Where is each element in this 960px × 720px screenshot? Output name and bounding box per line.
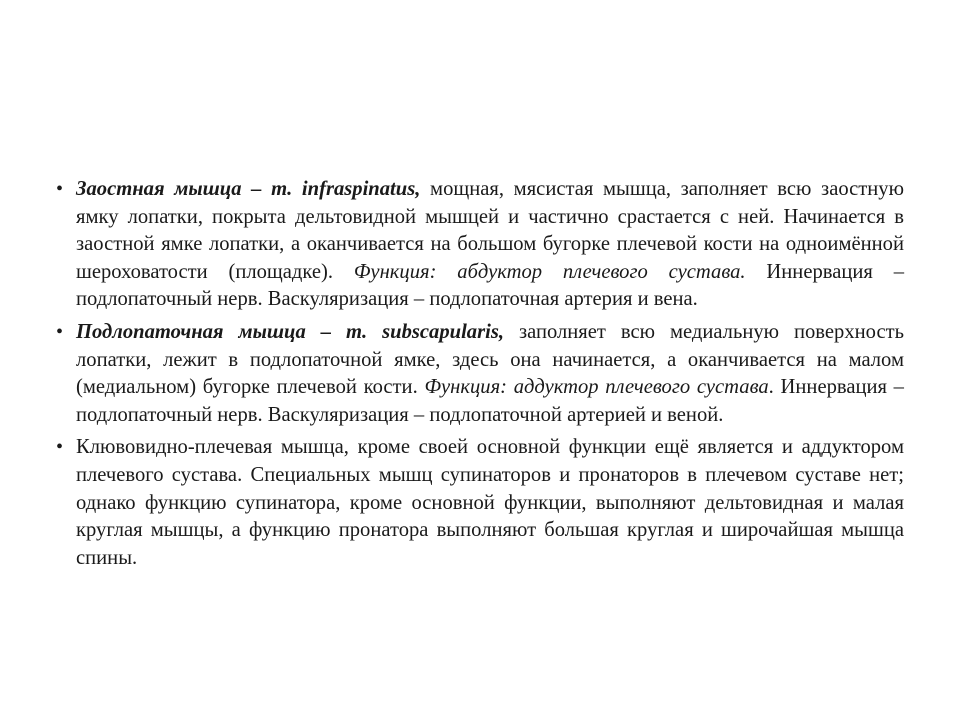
bullet-icon: •: [56, 178, 64, 200]
item-function: Функция: абдуктор плечевого сустава.: [353, 260, 746, 283]
list-item-infraspinatus: [56, 176, 904, 314]
item-text-end: Иннервация – подлопаточный нерв. Васкуляризация – подлопаточная артерия и вена.: [76, 260, 904, 311]
bullet-icon: •: [56, 436, 64, 459]
slide-content: [56, 176, 904, 577]
bullet-icon: •: [56, 320, 64, 343]
item-text: Клювовидно-плечевая мышца, кроме своей основной функции ещё является и аддуктором плечевого сустава. Специальных мышц супинаторов и пронаторов в плечевом суставе нет; однако функцию супинатора, кроме основной функции, выполняют дельтовидная и малая круглая мышцы, а функцию пронатора выполняют большая круглая и широчайшая мышца спины.: [76, 436, 904, 569]
list-item-subscapularis: [56, 319, 904, 429]
item-function: Функция: аддуктор плечевого сустава: [424, 376, 769, 399]
item-title: Подлопаточная мышца – m. subscapularis,: [76, 320, 504, 343]
item-text: заполняет всю медиальную поверхность лопатки, лежит в подлопаточной ямке, здесь она начинается, а оканчивается на малом (медиальном) бугорке плечевой кости.: [76, 320, 905, 399]
item-text: мощная, мясистая мышца, заполняет всю заостную ямку лопатки, покрыта дельтовидной мышцей и частично срастается с ней. Начинается в заостной ямке лопатки, а оканчивается на большом бугорке плечевой кости на одноимённой шероховатости (площадке).: [76, 178, 904, 283]
item-title: Заостная мышца – m. infraspinatus,: [76, 178, 421, 200]
item-text-end: . Иннервация – подлопаточный нерв. Васкуляризация – подлопаточной артерией и веной.: [76, 376, 904, 426]
list-item-coracobrachialis: [56, 434, 904, 572]
